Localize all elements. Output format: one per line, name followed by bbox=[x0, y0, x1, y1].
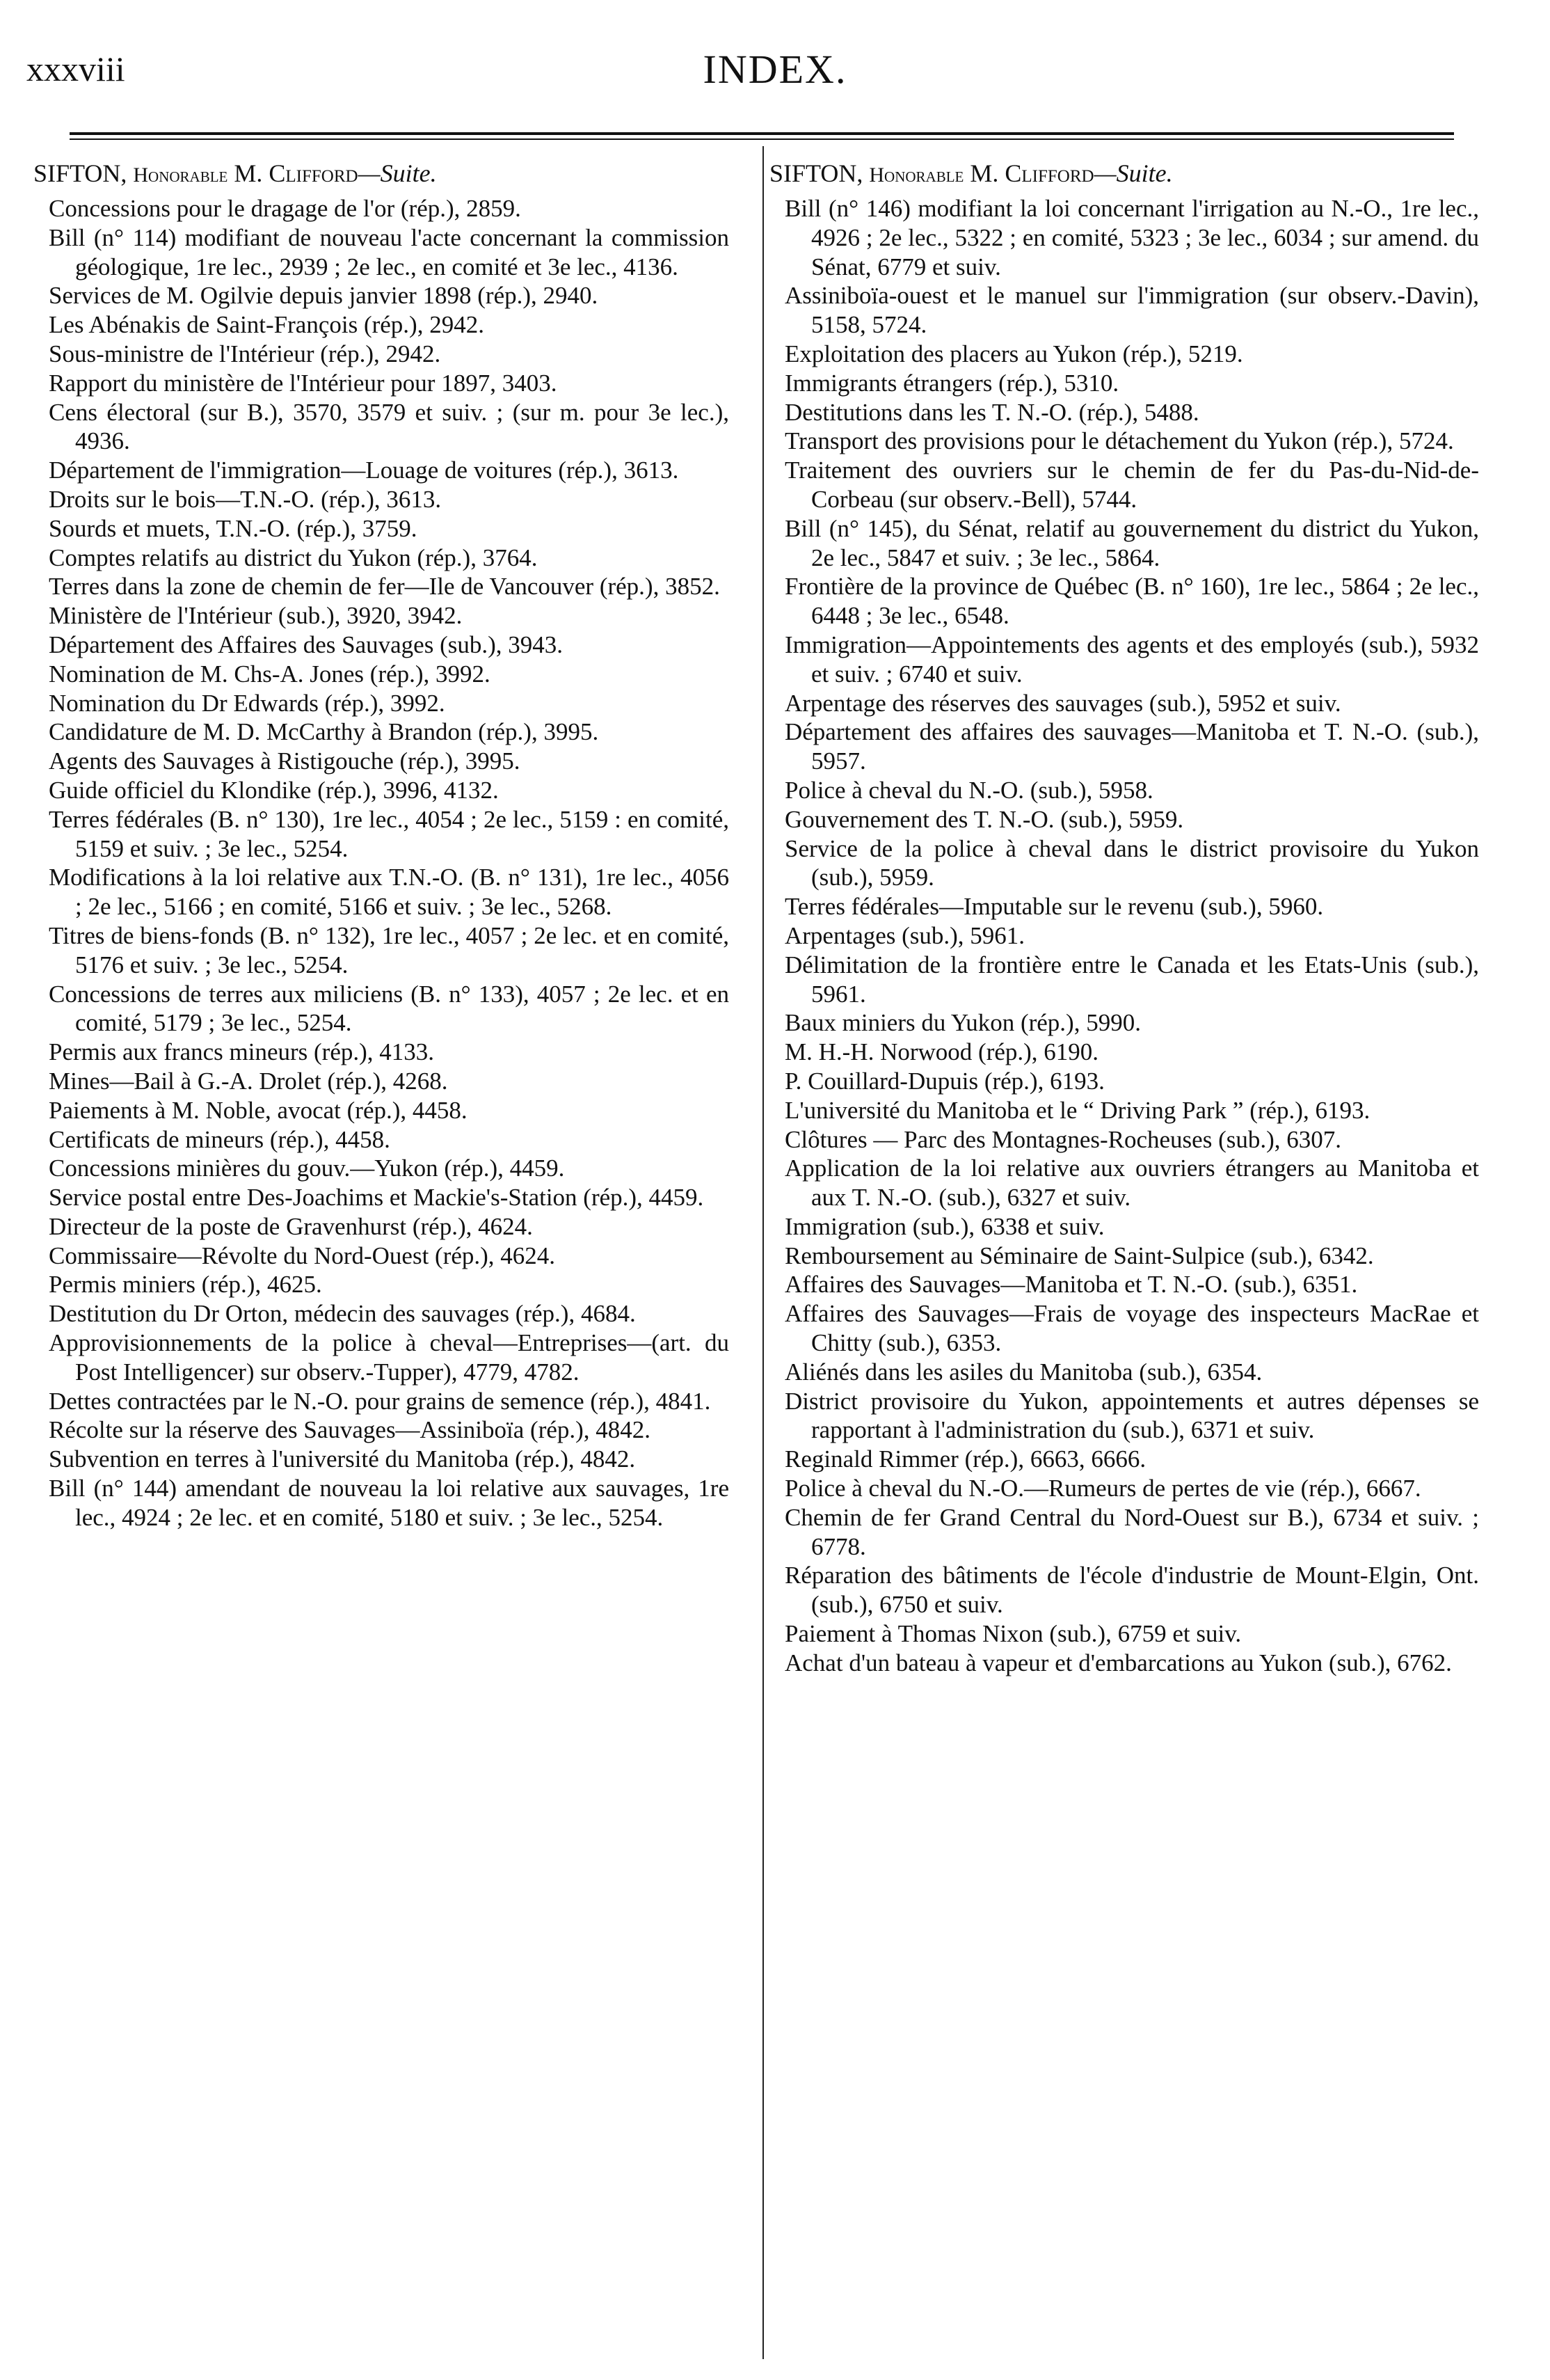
index-entry: Destitutions dans les T. N.-O. (rép.), 5488. bbox=[785, 398, 1199, 426]
index-entry: Service postal entre Des-Joachims et Mackie's-Station (rép.), 4459. bbox=[49, 1184, 704, 1212]
index-entry: Terres dans la zone de chemin de fer—Ile de Vancouver (rép.), 3852. bbox=[49, 573, 720, 601]
index-entry: Application de la loi relative aux ouvriers étrangers au Manitoba et aux T. N.-O. (sub.), 6327 et suiv. bbox=[785, 1155, 1479, 1212]
index-entry: Nomination du Dr Edwards (rép.), 3992. bbox=[49, 689, 445, 717]
index-entry: Achat d'un bateau à vapeur et d'embarcations au Yukon (sub.), 6762. bbox=[785, 1649, 1452, 1676]
index-entry: Guide officiel du Klondike (rép.), 3996, 4132. bbox=[49, 776, 499, 804]
heading-name: M. Clifford bbox=[970, 159, 1094, 187]
index-entry: Affaires des Sauvages—Manitoba et T. N.-O. (sub.), 6351. bbox=[785, 1271, 1358, 1299]
index-entry: Destitution du Dr Orton, médecin des sauvages (rép.), 4684. bbox=[49, 1300, 636, 1328]
index-entry: Bill (n° 145), du Sénat, relatif au gouvernement du district du Yukon, 2e lec., 5847 et suiv. ; 3e lec., 5864. bbox=[785, 514, 1479, 571]
index-entry: Agents des Sauvages à Ristigouche (rép.), 3995. bbox=[49, 747, 520, 775]
index-entry: Droits sur le bois—T.N.-O. (rép.), 3613. bbox=[49, 485, 442, 513]
index-entry: M. H.-H. Norwood (rép.), 6190. bbox=[785, 1038, 1099, 1066]
index-entry: Paiements à M. Noble, avocat (rép.), 4458. bbox=[49, 1096, 468, 1124]
index-entry: P. Couillard-Dupuis (rép.), 6193. bbox=[785, 1067, 1105, 1095]
left-entry-list bbox=[33, 194, 729, 1532]
index-entry: Comptes relatifs au district du Yukon (rép.), 3764. bbox=[49, 544, 538, 571]
index-entry: Police à cheval du N.-O. (sub.), 5958. bbox=[785, 776, 1153, 804]
index-entry: Commissaire—Révolte du Nord-Ouest (rép.), 4624. bbox=[49, 1241, 556, 1269]
index-entry: Ministère de l'Intérieur (sub.), 3920, 3942. bbox=[49, 602, 463, 630]
index-entry: Police à cheval du N.-O.—Rumeurs de pertes de vie (rép.), 6667. bbox=[785, 1475, 1421, 1502]
index-entry: Assiniboïa-ouest et le manuel sur l'immigration (sur observ.-Davin), 5158, 5724. bbox=[785, 282, 1479, 339]
heading-name: M. Clifford bbox=[234, 159, 358, 187]
index-entry: Immigration (sub.), 6338 et suiv. bbox=[785, 1212, 1105, 1240]
index-entry: Modifications à la loi relative aux T.N.-O. (B. n° 131), 1re lec., 4056 ; 2e lec., 5166 ; en comité, 5166 et suiv. ; 3e lec., 5268. bbox=[49, 864, 729, 921]
index-entry: Titres de biens-fonds (B. n° 132), 1re lec., 4057 ; 2e lec. et en comité, 5176 et suiv. ; 3e lec., 5254. bbox=[49, 921, 729, 978]
heading-suite: —Suite. bbox=[358, 159, 437, 187]
index-entry: Arpentage des réserves des sauvages (sub.), 5952 et suiv. bbox=[785, 689, 1341, 717]
index-entry: Sourds et muets, T.N.-O. (rép.), 3759. bbox=[49, 514, 417, 542]
left-column bbox=[33, 157, 729, 1532]
right-entry-list bbox=[769, 194, 1479, 1678]
index-entry: Reginald Rimmer (rép.), 6663, 6666. bbox=[785, 1445, 1146, 1473]
index-entry: Frontière de la province de Québec (B. n° 160), 1re lec., 5864 ; 2e lec., 6448 ; 3e lec., 6548. bbox=[785, 573, 1479, 630]
index-entry: Sous-ministre de l'Intérieur (rép.), 2942. bbox=[49, 340, 441, 367]
header-rule-thick bbox=[70, 132, 1454, 135]
index-entry: Département de l'immigration—Louage de voitures (rép.), 3613. bbox=[49, 457, 679, 484]
heading-honorific: Honorable bbox=[869, 164, 964, 187]
index-entry: Terres fédérales (B. n° 130), 1re lec., 4054 ; 2e lec., 5159 : en comité, 5159 et suiv. ; 3e lec., 5254. bbox=[49, 805, 729, 862]
index-entry: Concessions de terres aux miliciens (B. n° 133), 4057 ; 2e lec. et en comité, 5179 ; 3e lec., 5254. bbox=[49, 980, 729, 1037]
index-entry: Les Abénakis de Saint-François (rép.), 2942. bbox=[49, 311, 484, 339]
index-entry: Département des Affaires des Sauvages (sub.), 3943. bbox=[49, 630, 564, 658]
heading-honorific: Honorable bbox=[133, 164, 228, 187]
index-entry: Bill (n° 146) modifiant la loi concernant l'irrigation au N.-O., 1re lec., 4926 ; 2e lec., 5322 ; en comité, 5323 ; 3e lec., 6034 ; sur amend. du Sénat, 6779 et suiv. bbox=[785, 195, 1479, 280]
index-entry: Subvention en terres à l'université du Manitoba (rép.), 4842. bbox=[49, 1445, 636, 1473]
index-entry: Rapport du ministère de l'Intérieur pour 1897, 3403. bbox=[49, 369, 557, 397]
index-entry: Service de la police à cheval dans le district provisoire du Yukon (sub.), 5959. bbox=[785, 834, 1479, 891]
index-entry: District provisoire du Yukon, appointements et autres dépenses se rapportant à l'administration du (sub.), 6371 et suiv. bbox=[785, 1387, 1479, 1444]
index-entry: Paiement à Thomas Nixon (sub.), 6759 et suiv. bbox=[785, 1620, 1242, 1648]
index-entry: Certificats de mineurs (rép.), 4458. bbox=[49, 1125, 390, 1153]
heading-surname: SIFTON, bbox=[33, 159, 127, 187]
index-entry: Exploitation des placers au Yukon (rép.), 5219. bbox=[785, 340, 1243, 367]
index-entry: Remboursement au Séminaire de Saint-Sulpice (sub.), 6342. bbox=[785, 1241, 1374, 1269]
index-entry: Réparation des bâtiments de l'école d'industrie de Mount-Elgin, Ont. (sub.), 6750 et suiv. bbox=[785, 1562, 1479, 1619]
heading-surname: SIFTON, bbox=[769, 159, 863, 187]
right-column-heading bbox=[769, 157, 1479, 191]
index-entry: Concessions pour le dragage de l'or (rép.), 2859. bbox=[49, 195, 521, 222]
page-title: INDEX. bbox=[703, 47, 847, 92]
page-number: xxxviii bbox=[26, 49, 125, 88]
index-entry: L'université du Manitoba et le “ Driving Park ” (rép.), 6193. bbox=[785, 1096, 1371, 1124]
index-entry: Récolte sur la réserve des Sauvages—Assiniboïa (rép.), 4842. bbox=[49, 1416, 651, 1444]
index-entry: Bill (n° 144) amendant de nouveau la loi relative aux sauvages, 1re lec., 4924 ; 2e lec. et en comité, 5180 et suiv. ; 3e lec., 5254. bbox=[49, 1475, 729, 1531]
index-entry: Candidature de M. D. McCarthy à Brandon (rép.), 3995. bbox=[49, 718, 599, 746]
index-entry: Département des affaires des sauvages—Manitoba et T. N.-O. (sub.), 5957. bbox=[785, 718, 1479, 775]
index-entry: Services de M. Ogilvie depuis janvier 1898 (rép.), 2940. bbox=[49, 282, 598, 310]
index-entry: Directeur de la poste de Gravenhurst (rép.), 4624. bbox=[49, 1212, 533, 1240]
index-entry: Nomination de M. Chs-A. Jones (rép.), 3992. bbox=[49, 660, 490, 688]
index-entry: Cens électoral (sur B.), 3570, 3579 et suiv. ; (sur m. pour 3e lec.), 4936. bbox=[49, 398, 729, 455]
index-entry: Approvisionnements de la police à cheval—Entreprises—(art. du Post Intelligencer) sur observ.-Tupper), 4779, 4782. bbox=[49, 1329, 729, 1386]
index-entry: Dettes contractées par le N.-O. pour grains de semence (rép.), 4841. bbox=[49, 1387, 711, 1415]
index-entry: Clôtures — Parc des Montagnes-Rocheuses (sub.), 6307. bbox=[785, 1125, 1342, 1153]
header-rule-thin bbox=[70, 138, 1454, 140]
index-entry: Arpentages (sub.), 5961. bbox=[785, 921, 1025, 949]
index-entry: Traitement des ouvriers sur le chemin de fer du Pas-du-Nid-de-Corbeau (sur observ.-Bell), 5744. bbox=[785, 457, 1479, 513]
right-column bbox=[769, 157, 1479, 1678]
heading-suite: —Suite. bbox=[1094, 159, 1173, 187]
index-entry: Permis aux francs mineurs (rép.), 4133. bbox=[49, 1038, 435, 1066]
index-entry: Affaires des Sauvages—Frais de voyage des inspecteurs MacRae et Chitty (sub.), 6353. bbox=[785, 1300, 1479, 1357]
index-entry: Terres fédérales—Imputable sur le revenu (sub.), 5960. bbox=[785, 893, 1324, 921]
left-column-heading bbox=[33, 157, 729, 191]
index-entry: Aliénés dans les asiles du Manitoba (sub.), 6354. bbox=[785, 1358, 1263, 1386]
index-entry: Transport des provisions pour le détachement du Yukon (rép.), 5724. bbox=[785, 427, 1454, 455]
index-entry: Délimitation de la frontière entre le Canada et les Etats-Unis (sub.), 5961. bbox=[785, 951, 1479, 1008]
index-entry: Bill (n° 114) modifiant de nouveau l'acte concernant la commission géologique, 1re lec., 2939 ; 2e lec., en comité et 3e lec., 4136. bbox=[49, 223, 729, 280]
index-entry: Concessions minières du gouv.—Yukon (rép.), 4459. bbox=[49, 1155, 565, 1182]
column-divider bbox=[762, 146, 764, 2359]
index-entry: Immigrants étrangers (rép.), 5310. bbox=[785, 369, 1119, 397]
index-entry: Chemin de fer Grand Central du Nord-Ouest sur B.), 6734 et suiv. ; 6778. bbox=[785, 1503, 1479, 1560]
index-entry: Permis miniers (rép.), 4625. bbox=[49, 1271, 322, 1299]
index-entry: Mines—Bail à G.-A. Drolet (rép.), 4268. bbox=[49, 1067, 448, 1095]
index-entry: Gouvernement des T. N.-O. (sub.), 5959. bbox=[785, 805, 1184, 833]
index-entry: Baux miniers du Yukon (rép.), 5990. bbox=[785, 1009, 1141, 1037]
index-entry: Immigration—Appointements des agents et des employés (sub.), 5932 et suiv. ; 6740 et suiv. bbox=[785, 630, 1479, 688]
